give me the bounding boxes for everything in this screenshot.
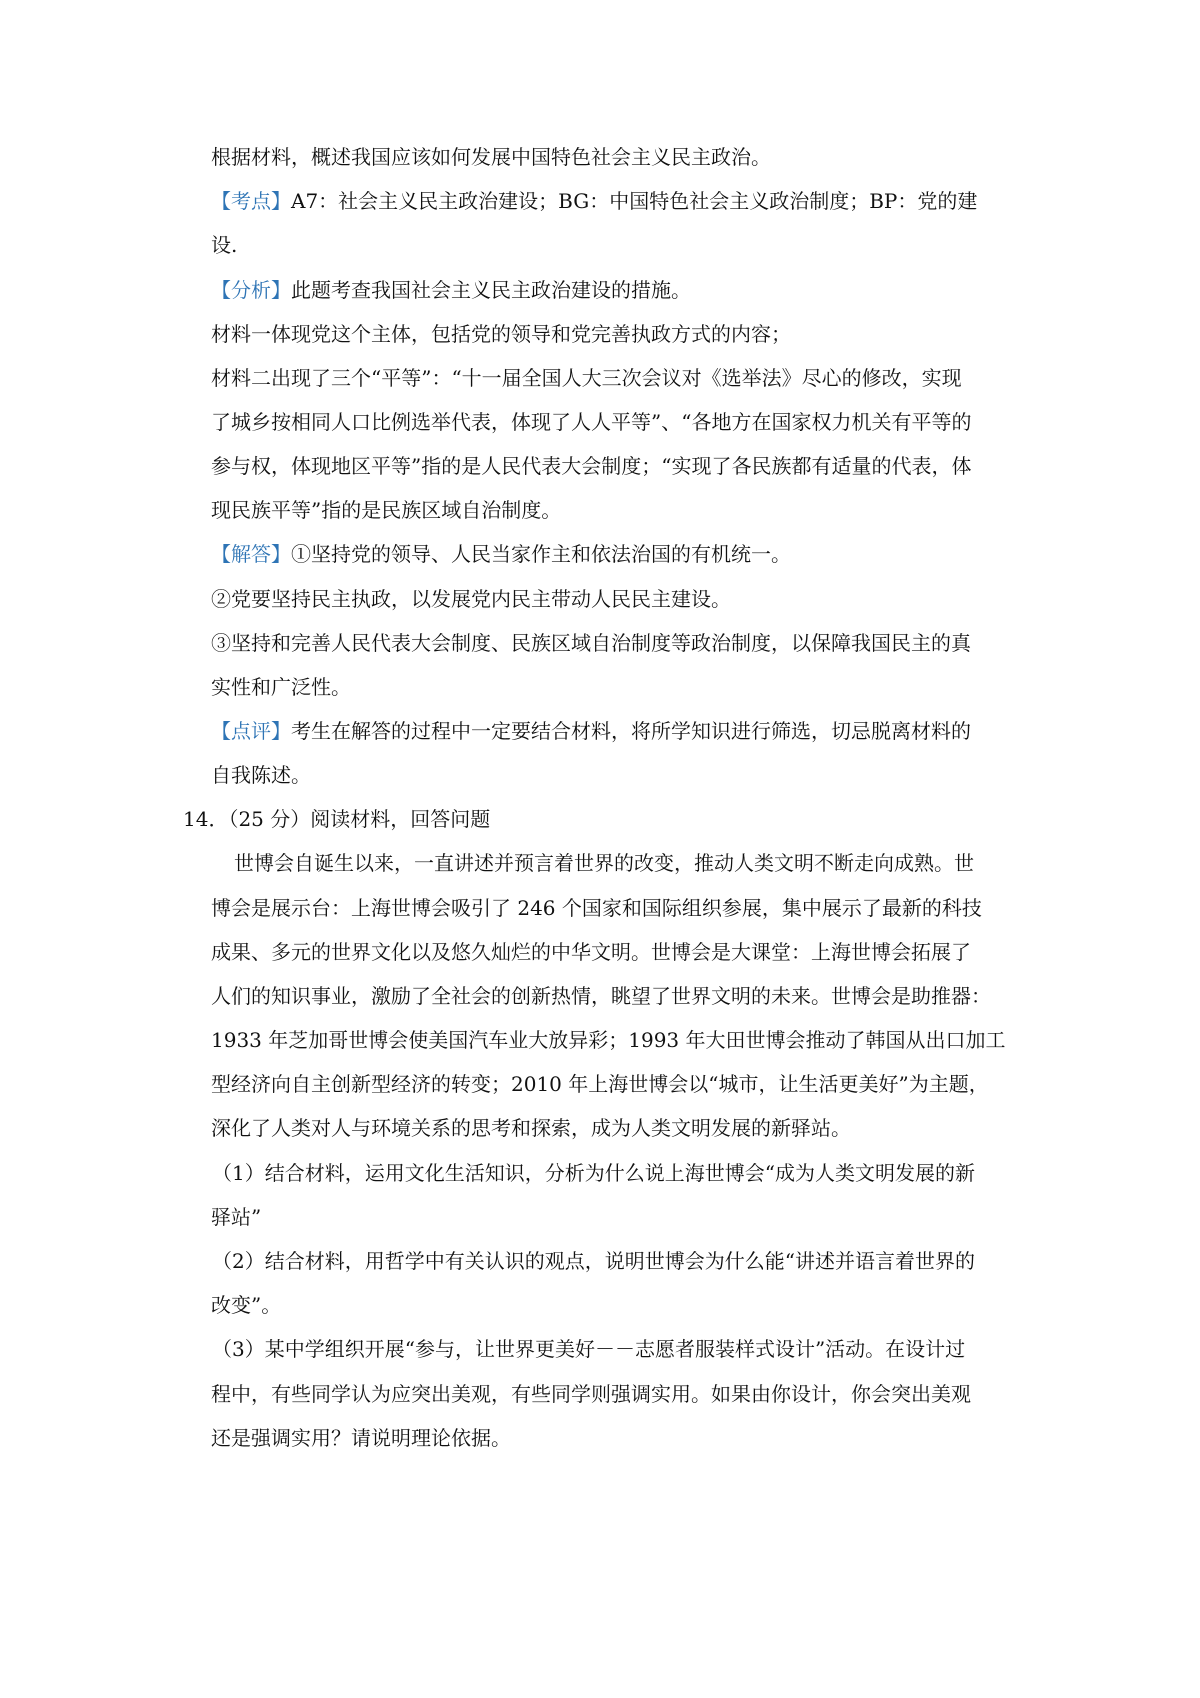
- dianping-line-1: [211, 719, 1031, 743]
- jieda-paragraph-line: ③坚持和完善人民代表大会制度、民族区域自治制度等政治制度，以保障我国民主的真: [211, 631, 971, 655]
- question-header-text: （25 分）阅读材料，回答问题: [228, 807, 491, 831]
- jieda-line: [211, 542, 1031, 566]
- sub-question-1-cont: 驿站”: [211, 1205, 262, 1229]
- dianping-text: 考生在解答的过程中一定要结合材料，将所学知识进行筛选，切忌脱离材料的: [291, 719, 971, 743]
- dianping-tag: 【点评】: [211, 719, 291, 743]
- kaodian-text: A7：社会主义民主政治建设；BG：中国特色社会主义政治制度；BP：党的建: [291, 189, 978, 213]
- kaodian-tag: 【考点】: [211, 189, 291, 213]
- question-number: 14．: [183, 807, 229, 831]
- fenxi-paragraph-line: 参与权，体现地区平等”指的是人民代表大会制度；“实现了各民族都有适量的代表，体: [211, 454, 972, 478]
- jieda-paragraph-line: ②党要坚持民主执政，以发展党内民主带动人民民主建设。: [211, 587, 731, 611]
- sub-question-1: （1）结合材料，运用文化生活知识，分析为什么说上海世博会“成为人类文明发展的新: [212, 1161, 975, 1185]
- sub-question-3: （3）某中学组织开展“参与，让世界更美好－－志愿者服装样式设计”活动。在设计过: [212, 1337, 966, 1361]
- jieda-text: ①坚持党的领导、人民当家作主和依法治国的有机统一。: [291, 542, 791, 566]
- material-line: 成果、多元的世界文化以及悠久灿烂的中华文明。世博会是大课堂：上海世博会拓展了: [211, 940, 971, 964]
- sub-question-2-cont: 改变”。: [211, 1293, 282, 1317]
- fenxi-paragraph-line: 了城乡按相同人口比例选举代表，体现了人人平等”、“各地方在国家权力机关有平等的: [211, 410, 972, 434]
- dianping-line-2: 自我陈述。: [211, 763, 311, 787]
- material-line: 深化了人类对人与环境关系的思考和探索，成为人类文明发展的新驿站。: [211, 1116, 851, 1140]
- sub-question-3-cont: 还是强调实用？请说明理论依据。: [211, 1426, 511, 1450]
- kaodian-line-1: [211, 189, 1031, 213]
- material-line: 人们的知识事业，激励了全社会的创新热情，眺望了世界文明的未来。世博会是助推器：: [211, 984, 991, 1008]
- fenxi-line: [211, 278, 1031, 302]
- material-line: 型经济向自主创新型经济的转变；2010 年上海世博会以“城市，让生活更美好”为主题，: [211, 1072, 989, 1096]
- fenxi-paragraph-line: 现民族平等”指的是民族区域自治制度。: [211, 498, 562, 522]
- sub-question-2: （2）结合材料，用哲学中有关认识的观点，说明世博会为什么能“讲述并语言着世界的: [212, 1249, 975, 1273]
- jieda-tag: 【解答】: [211, 542, 291, 566]
- question-prompt: 根据材料，概述我国应该如何发展中国特色社会主义民主政治。: [211, 145, 771, 169]
- material-line: 世博会自诞生以来，一直讲述并预言着世界的改变，推动人类文明不断走向成熟。世: [234, 851, 974, 875]
- fenxi-tag: 【分析】: [211, 278, 291, 302]
- material-line: 1933 年芝加哥世博会使美国汽车业大放异彩；1993 年大田世博会推动了韩国从出口加工: [211, 1028, 1006, 1052]
- question-14-header: [183, 807, 1003, 831]
- sub-question-3-cont: 程中，有些同学认为应突出美观，有些同学则强调实用。如果由你设计，你会突出美观: [211, 1382, 971, 1406]
- fenxi-paragraph-line: 材料二出现了三个“平等”：“十一届全国人大三次会议对《选举法》尽心的修改，实现: [211, 366, 962, 390]
- jieda-paragraph-line: 实性和广泛性。: [211, 675, 351, 699]
- fenxi-paragraph-line: 材料一体现党这个主体，包括党的领导和党完善执政方式的内容；: [211, 322, 791, 346]
- material-line: 博会是展示台：上海世博会吸引了 246 个国家和国际组织参展，集中展示了最新的科技: [211, 896, 982, 920]
- kaodian-line-2: 设.: [211, 233, 238, 257]
- fenxi-text: 此题考查我国社会主义民主政治建设的措施。: [291, 278, 691, 302]
